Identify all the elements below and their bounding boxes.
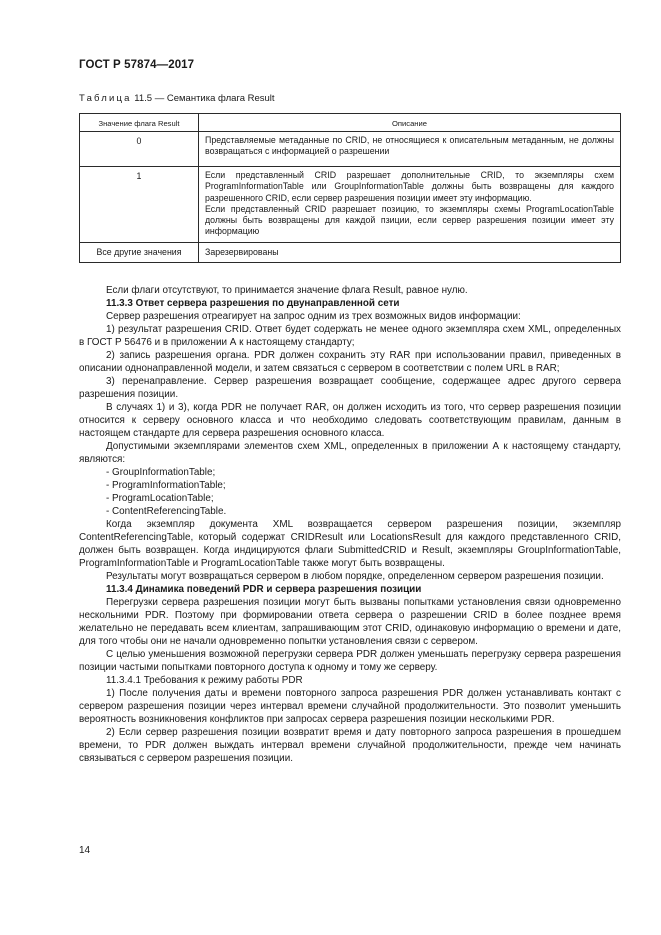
subsection-heading: 11.3.4.1 Требования к режиму работы PDR — [106, 675, 303, 686]
list-item: - GroupInformationTable; — [106, 467, 216, 478]
table-header-row — [80, 114, 621, 132]
list-item: - ContentReferencingTable. — [106, 506, 227, 517]
paragraph: 2) запись разрешения органа. PDR должен сохранить эту RAR при использовании правил, приведенных в описании однонаправленной модели, и затем связаться с сервером в соответствии с полем URL в RAR; — [79, 350, 621, 374]
paragraph: Результаты могут возвращаться сервером в любом порядке, определенном сервером разрешения позиции. — [106, 571, 604, 582]
description-text: Представляемые метаданные по CRID, не относящиеся к описательным метаданным, не должны возвращаться с информацией о разрешении — [205, 135, 614, 157]
flag-value-cell: Все другие значения — [80, 242, 199, 262]
document-header: ГОСТ Р 57874—2017 — [79, 59, 195, 71]
table-caption-prefix: Таблица — [79, 93, 132, 104]
list-item: - ProgramLocationTable; — [106, 493, 214, 504]
description-cell — [199, 242, 621, 262]
section-heading: 11.3.4 Динамика поведений PDR и сервера разрешения позиции — [106, 584, 422, 595]
description-text: Если представленный CRID разрешает дополнительные CRID, то экземпляры схем ProgramInformationTable или GroupInformationTable должны быть возвращены для каждого разрешенного CRID, если сервер разрешения позиции имеет эту информацию. — [205, 170, 614, 203]
table-caption-title: 11.5 — Семантика флага Result — [134, 93, 275, 104]
flag-value-cell: 0 — [80, 132, 199, 167]
paragraph: 2) Если сервер разрешения позиции возвратит время и дату повторного запроса разрешения в прошедшем времени, то PDR должен выждать интервал времени случайной продолжительности, прежде чем начинать связываться с сервером разрешения позиции. — [79, 727, 621, 764]
paragraph: Сервер разрешения отреагирует на запрос одним из трех возможных видов информации: — [106, 311, 521, 322]
result-flag-table — [79, 113, 621, 263]
description-text: Если представленный CRID разрешает позицию, то экземпляры схемы ProgramLocationTable должны быть возвращены для каждой пзиции, если сервер разрешения позиции имеет эту информацию — [205, 203, 614, 237]
paragraph: 1) результат разрешения CRID. Ответ будет содержать не менее одного экземпляра схем XML, определенных в ГОСТ Р 56476 и в приложении А к настоящему стандарту; — [79, 324, 621, 348]
page-number: 14 — [79, 845, 91, 856]
table-row — [80, 132, 621, 167]
section-heading: 11.3.3 Ответ сервера разрешения по двунаправленной сети — [106, 298, 400, 309]
description-cell — [199, 167, 621, 243]
column-header-description: Описание — [199, 114, 621, 132]
column-header-value: Значение флага Result — [80, 114, 199, 132]
paragraph: С целью уменьшения возможной перегрузки сервера PDR должен уменьшать перегрузку сервера разрешения позиции частыми попытками повторного доступа к одному и тому же серверу. — [79, 649, 621, 673]
paragraph: 1) После получения даты и времени повторного запроса разрешения PDR должен устанавливать контакт с сервером разрешения позиции через интервал времени случайной продолжительности. Это позволит уменьшить вероятность возникновения конфликтов при запросах сервера разрешения позиции несколькими PDR. — [79, 688, 621, 725]
paragraph: 3) перенаправление. Сервер разрешения возвращает сообщение, содержащее адрес другого сервера разрешения позиции. — [79, 376, 621, 400]
paragraph: Допустимыми экземплярами элементов схем XML, определенных в приложении А к настоящему стандарту, являются: — [79, 441, 621, 465]
description-cell — [199, 132, 621, 167]
paragraph: Когда экземпляр документа XML возвращается сервером разрешения позиции, экземпляр ContentReferencingTable, который содержат CRIDResult или LocationsResult для каждого представленного CRID, должен быть возвращен. Когда индицируются флаги SubmittedCRID и Result, экземпляры GroupInformationTable, ProgramInformationTable и ProgramLocationTable также могут быть возвращены. — [79, 519, 621, 569]
paragraph: Перегрузки сервера разрешения позиции могут быть вызваны попытками установления связи одновременно нескольними PDR. Поэтому при формировании ответа сервера о разрешении CRID в более позднее время желательно не передавать всем клиентам, запрашивающим этот CRID, одинаковую информацию о времени и дате, для того чтобы они не начали одновременно попытки установления связи с сервером. — [79, 597, 621, 647]
table-row — [80, 167, 621, 243]
table-caption — [79, 93, 275, 104]
paragraph: В случаях 1) и 3), когда PDR не получает RAR, он должен исходить из того, что сервер разрешения позиции относится к серверу основного класса и что необходимо следовать соответствующим правилам, данным в настоящем стандарте для сервера разрешения основного класса. — [79, 402, 621, 439]
flag-value-cell: 1 — [80, 167, 199, 243]
description-text: Зарезервированы — [205, 246, 279, 257]
paragraph: Если флаги отсутствуют, то принимается значение флага Result, равное нулю. — [106, 285, 468, 296]
list-item: - ProgramInformationTable; — [106, 480, 226, 491]
body-text — [79, 284, 621, 765]
table-row — [80, 242, 621, 262]
